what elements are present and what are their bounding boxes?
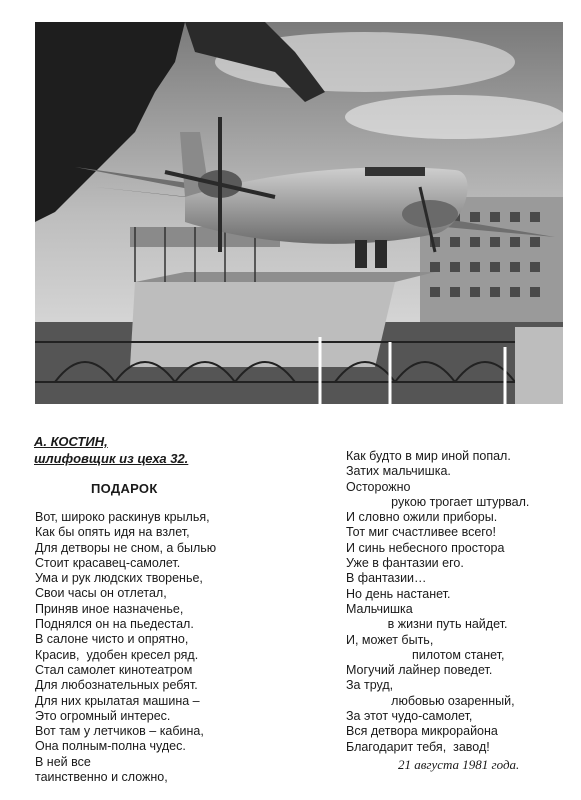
poem-line: Свои часы он отлетал, [35,586,167,601]
poem-line: Вся детвора микрорайона [346,724,498,739]
poem-line: рукою трогает штурвал. [346,494,530,509]
airplane-monument-image [35,22,563,404]
author-position: шлифовщик из цеха 32. [34,451,189,466]
poem-line: Могучий лайнер поведет. [346,663,493,678]
poem-line: любовью озаренный, [346,693,515,708]
poem-line: И синь небесного простора [346,540,505,555]
poem-line: Стал самолет кинотеатром [35,662,193,677]
poem-right-column [346,449,529,755]
poem-line: Благодарит тебя, завод! [346,739,490,754]
poem-line: За этот чудо-самолет, [346,709,473,724]
poem-line: Вот, широко раскинув крылья, [35,510,210,524]
poem-line: В ней все [35,754,91,769]
poem-line: пилотом станет, [346,647,505,662]
poem-line: Тот миг счастливее всего! [346,525,496,540]
poem-line: Она полным-полна чудес. [35,739,186,754]
monument-airplane-photo [35,22,563,404]
poem-line: Стоит красавец-самолет. [35,555,181,570]
poem-line: И словно ожили приборы. [346,510,498,525]
poem-line: Мальчишка [346,601,413,616]
poem-line: Осторожно [346,479,411,494]
poem-line: В фантазии… [346,571,427,586]
poem-date: 21 августа 1981 года. [398,757,520,772]
poem-line: В салоне чисто и опрятно, [35,632,189,647]
poem-line: Затих мальчишка. [346,464,451,479]
poem-line: Поднялся он на пьедестал. [35,617,194,632]
poem-line: Вот там у летчиков – кабина, [35,724,204,739]
poem-line: Но день настанет. [346,586,451,601]
poem-left-column [35,510,216,785]
poem-line: Как будто в мир иной попал. [346,449,511,463]
poem-line: И, может быть, [346,632,434,647]
poem-line: Приняв иное назначенье, [35,601,184,616]
poem-line: Красив, удобен кресел ряд. [35,647,199,662]
poem-line: За труд, [346,678,394,693]
poem-line: в жизни путь найдет. [346,617,508,632]
poem-line: Для детворы не сном, а былью [35,540,217,555]
poem-title: ПОДАРОК [91,481,158,496]
author-name: А. КОСТИН, [34,434,108,449]
poem-line: Для любознательных ребят. [35,678,198,693]
poem-line: Как бы опять идя на взлет, [35,525,190,540]
author-block [34,433,188,467]
poem-line: Уже в фантазии его. [346,556,464,571]
poem-line: Ума и рук людских творенье, [35,571,203,586]
poem-line: Это огромный интерес. [35,708,171,723]
poem-line: таинственно и сложно, [35,770,168,785]
poem-line: Для них крылатая машина – [35,693,200,708]
